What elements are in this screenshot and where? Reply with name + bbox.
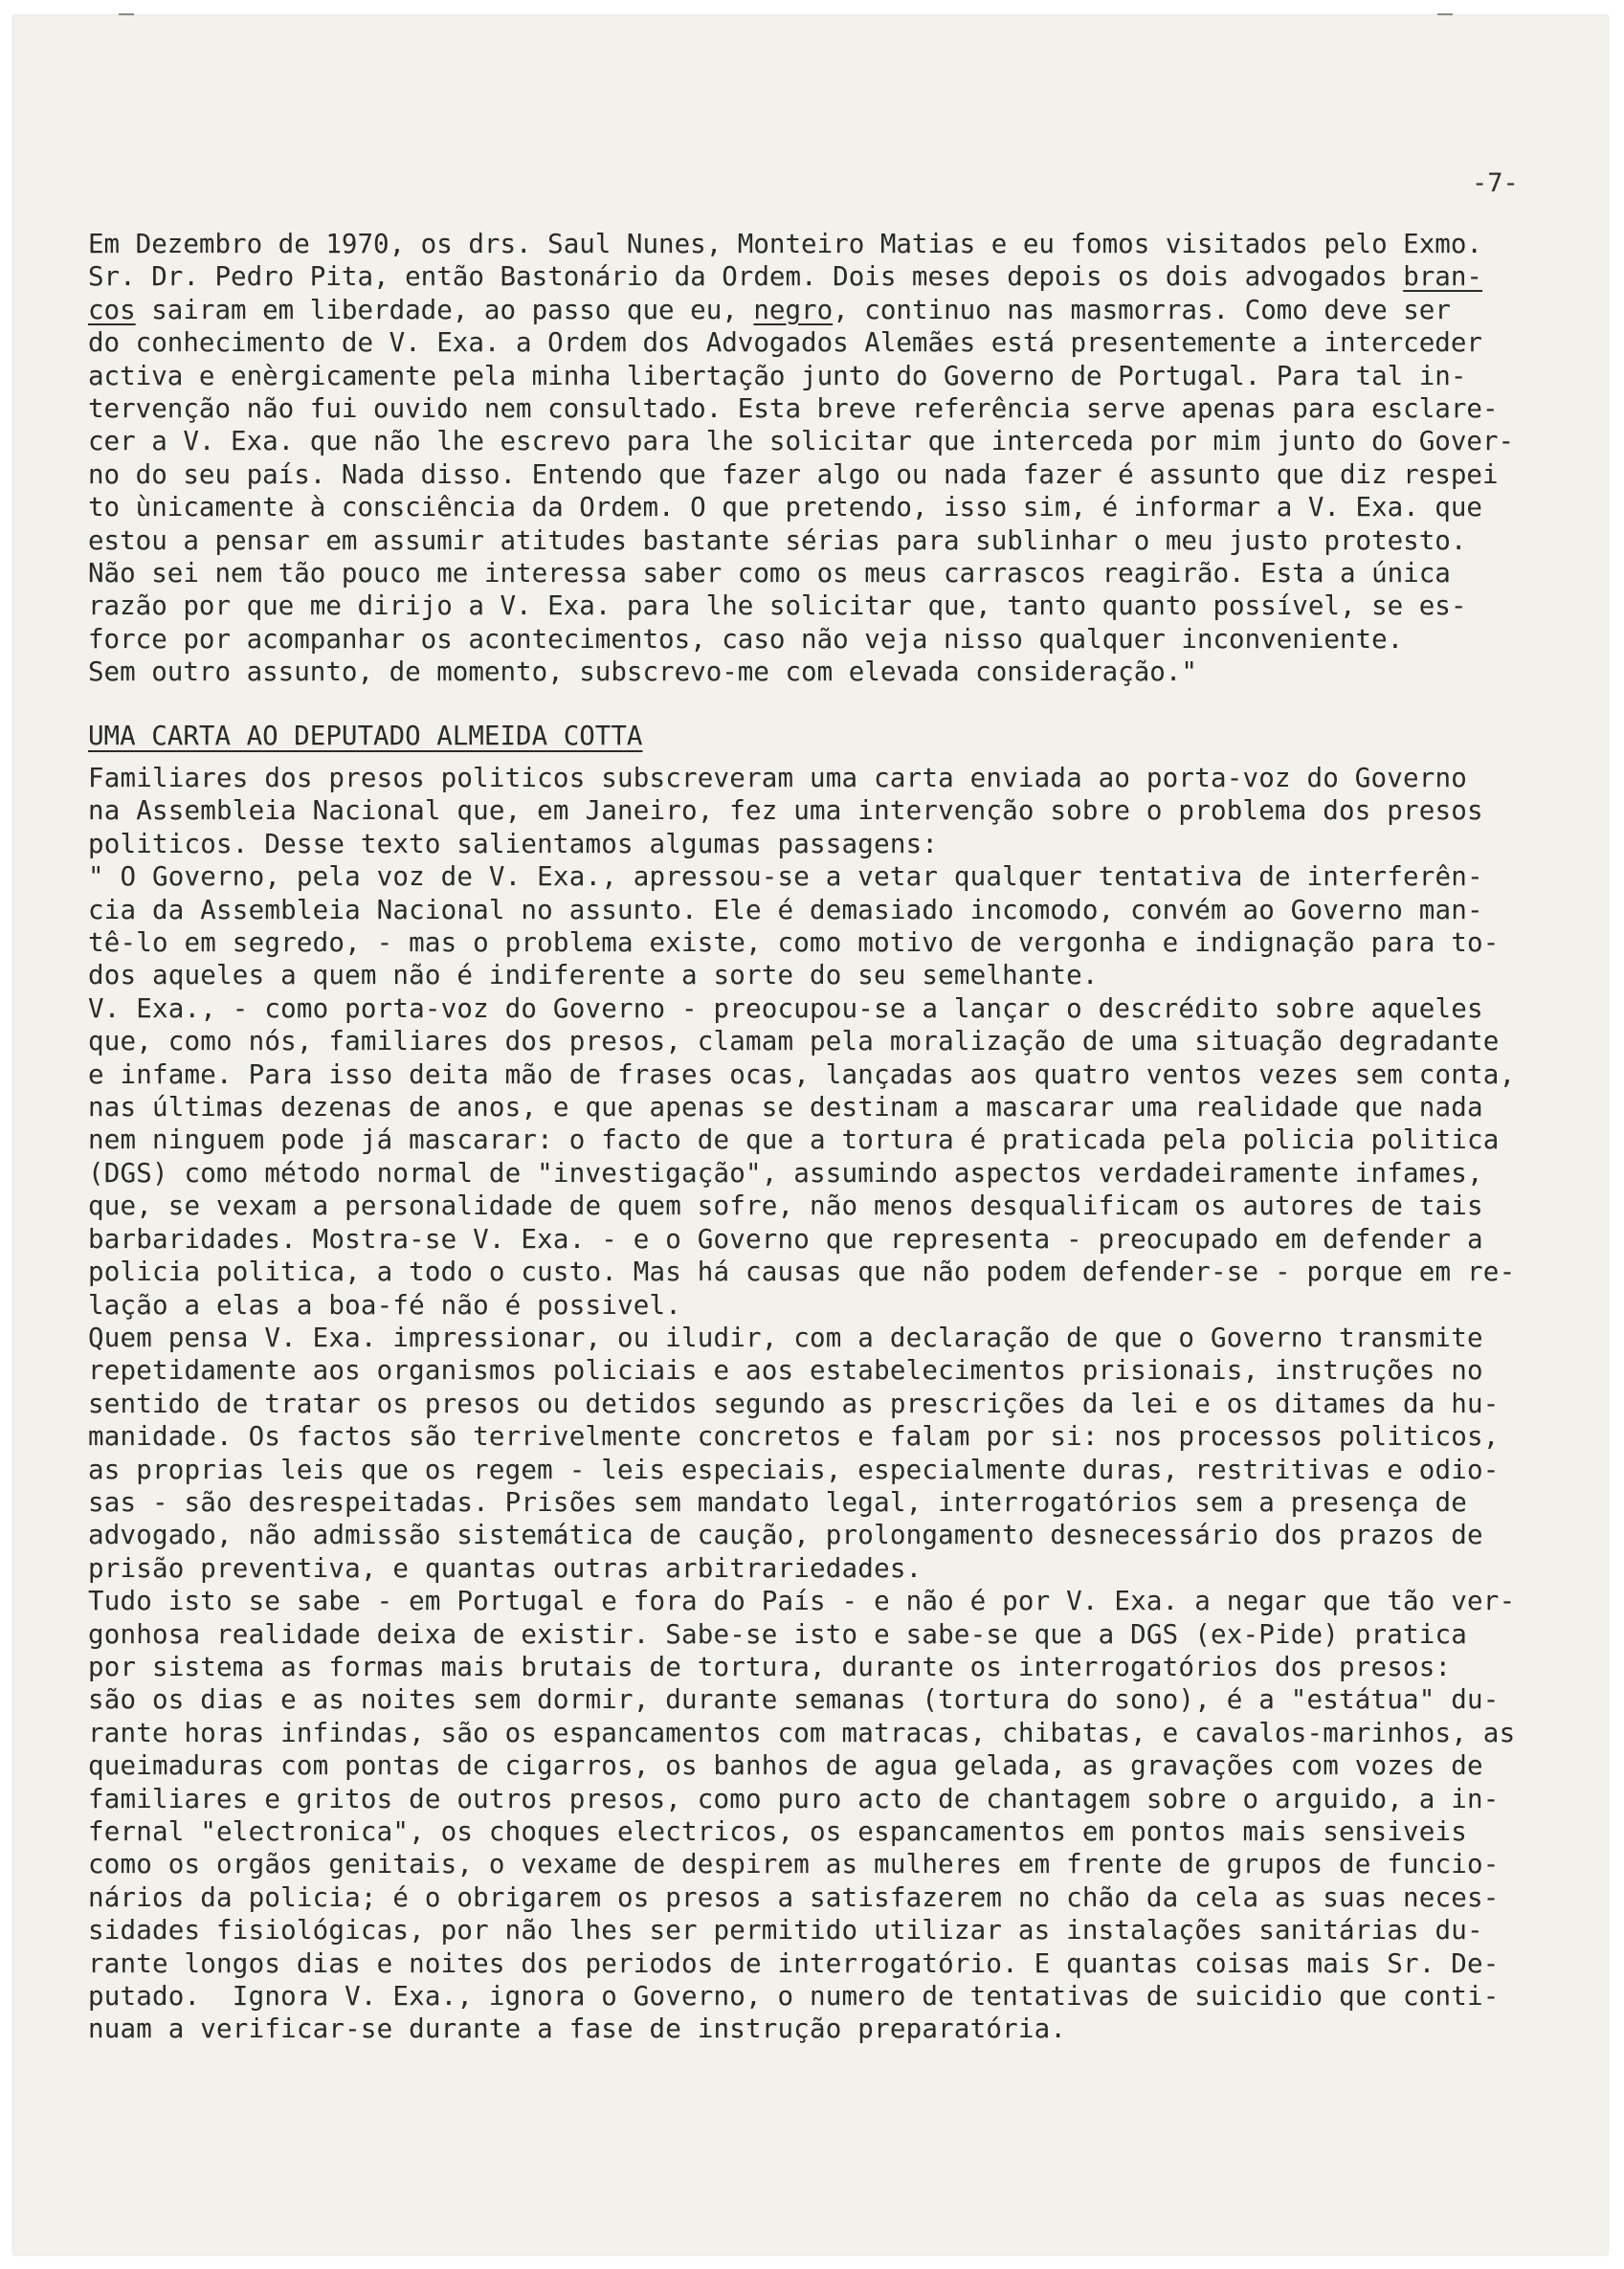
text-span: lação a elas a boa-fé não é possivel. xyxy=(88,1289,681,1321)
text-span: sas - são desrespeitadas. Prisões sem mandato legal, interrogatórios sem a presença de xyxy=(88,1486,1468,1518)
text-span: do conhecimento de V. Exa. a Ordem dos Advogados Alemães está presentemente a interceder xyxy=(88,327,1482,359)
text-span: " O Governo, pela voz de V. Exa., apressou-se a vetar qualquer tentativa de interferên- xyxy=(88,861,1483,893)
text-line xyxy=(88,392,1595,425)
text-line xyxy=(88,992,1595,1025)
text-line xyxy=(88,959,1595,991)
text-span: que, se vexam a personalidade de quem sofre, não menos desqualificam os autores de tais xyxy=(88,1190,1483,1222)
text-span: Sem outro assunto, de momento, subscrevo-me com elevada consideração." xyxy=(88,656,1197,688)
text-line xyxy=(88,491,1595,523)
text-line xyxy=(88,326,1595,359)
text-span: são os dias e as noites sem dormir, durante semanas (tortura do sono), é a "estátua" du- xyxy=(88,1684,1500,1716)
text-span: como os orgãos genitais, o vexame de despirem as mulheres em frente de grupos de funcio- xyxy=(88,1849,1500,1880)
text-span: , continuo nas masmorras. Como deve ser xyxy=(833,294,1451,325)
text-span: nuam a verificar-se durante a fase de instrução preparatória. xyxy=(88,2013,1067,2045)
text-span: nem ninguem pode já mascarar: o facto de que a tortura é praticada pela policia politica xyxy=(88,1124,1500,1156)
text-line xyxy=(88,1848,1595,1880)
text-line xyxy=(88,1091,1595,1123)
text-line xyxy=(88,1223,1595,1256)
text-span: policia politica, a todo o custo. Mas há causas que não podem defender-se - porque em re- xyxy=(88,1257,1516,1288)
text-line xyxy=(88,1947,1595,1980)
text-line xyxy=(88,524,1595,557)
text-line xyxy=(88,425,1595,457)
page-edge-mark xyxy=(119,13,134,15)
text-line xyxy=(88,1585,1595,1617)
text-span: rante longos dias e noites dos periodos de interrogatório. E quantas coisas mais Sr. De- xyxy=(88,1947,1500,1979)
text-span: fernal "electronica", os choques electricos, os espancamentos em pontos mais sensiveis xyxy=(88,1816,1468,1847)
text-span: V. Exa., - como porta-voz do Governo - preocupou-se a lançar o descrédito sobre aqueles xyxy=(88,992,1483,1024)
text-span: (DGS) como método normal de "investigação", assumindo aspectos verdadeiramente infames, xyxy=(88,1157,1483,1189)
text-span: queimaduras com pontas de cigarros, os banhos de agua gelada, as gravações com vozes de xyxy=(88,1750,1483,1782)
text-span: tê-lo em segredo, - mas o problema existe, como motivo de vergonha e indignação para to- xyxy=(88,927,1500,959)
text-line xyxy=(88,1123,1595,1156)
text-line xyxy=(88,860,1595,893)
text-span: activa e enèrgicamente pela minha libertação junto do Governo de Portugal. Para tal in- xyxy=(88,360,1467,391)
text-line xyxy=(88,1717,1595,1749)
text-span: nas últimas dezenas de anos, e que apenas se destinam a mascarar uma realidade que nada xyxy=(88,1092,1483,1123)
text-line xyxy=(88,828,1595,860)
text-span: Familiares dos presos politicos subscreveram uma carta enviada ao porta-voz do Governo xyxy=(88,763,1468,793)
text-span: na Assembleia Nacional que, em Janeiro, fez uma intervenção sobre o problema dos presos xyxy=(88,795,1483,827)
text-span: estou a pensar em assumir atitudes bastante sérias para sublinhar o meu justo protesto. xyxy=(88,524,1467,556)
text-span: dos aqueles a quem não é indiferente a sorte do seu semelhante. xyxy=(88,960,1099,991)
text-line xyxy=(88,1749,1595,1782)
text-span: repetidamente aos organismos policiais e aos estabelecimentos prisionais, instruções no xyxy=(88,1355,1483,1387)
text-span: force por acompanhar os acontecimentos, caso não veja nisso qualquer inconveniente. xyxy=(88,623,1404,655)
text-line xyxy=(88,1025,1595,1057)
letter-excerpt-paragraph xyxy=(88,762,1595,2046)
text-span: Não sei nem tão pouco me interessa saber como os meus carrascos reagirão. Esta a única xyxy=(88,558,1451,589)
text-line xyxy=(88,2013,1595,2045)
text-line xyxy=(88,1486,1595,1519)
text-line xyxy=(88,1618,1595,1651)
text-line xyxy=(88,1256,1595,1288)
text-span: prisão preventiva, e quantas outras arbitrariedades. xyxy=(88,1552,923,1584)
text-line xyxy=(88,260,1595,293)
text-span: cer a V. Exa. que não lhe escrevo para lhe solicitar que interceda por mim junto do Gover- xyxy=(88,426,1515,457)
section-heading: UMA CARTA AO DEPUTADO ALMEIDA COTTA xyxy=(88,721,643,751)
text-line xyxy=(88,762,1595,794)
underlined-word: bran- xyxy=(1403,261,1482,293)
text-span: barbaridades. Mostra-se V. Exa. - e o Governo que representa - preocupado em defender a xyxy=(88,1223,1483,1255)
text-line xyxy=(88,458,1595,491)
text-line xyxy=(88,1815,1595,1848)
text-line xyxy=(88,1783,1595,1815)
text-span: Tudo isto se sabe - em Portugal e fora do País - e não é por V. Exa. a negar que tão ver- xyxy=(88,1586,1516,1617)
text-span: e infame. Para isso deita mão de frases ocas, lançadas aos quatro ventos vezes sem conta, xyxy=(88,1058,1516,1090)
text-line xyxy=(88,360,1595,392)
text-line xyxy=(88,1651,1595,1683)
text-line xyxy=(88,794,1595,827)
text-line xyxy=(88,1980,1595,2013)
text-span: que, como nós, familiares dos presos, clamam pela moralização de uma situação degradante xyxy=(88,1026,1500,1057)
letter-paragraph xyxy=(88,228,1595,689)
text-line xyxy=(88,228,1595,260)
page-edge-mark xyxy=(1437,13,1453,15)
text-span: sidades fisiológicas, por não lhes ser permitido utilizar as instalações sanitárias du- xyxy=(88,1915,1483,1946)
text-line xyxy=(88,656,1595,688)
page-number: -7- xyxy=(1472,168,1519,198)
text-line xyxy=(88,1190,1595,1222)
text-span: nários da policia; é o obrigarem os presos a satisfazerem no chão da cela as suas neces- xyxy=(88,1881,1500,1913)
text-span: advogado, não admissão sistemática de caução, prolongamento desnecessário dos prazos de xyxy=(88,1520,1483,1551)
text-span: Em Dezembro de 1970, os drs. Saul Nunes, Monteiro Matias e eu fomos visitados pelo Exmo. xyxy=(88,229,1482,259)
text-span: Sr. Dr. Pedro Pita, então Bastonário da Ordem. Dois meses depois os dois advogados xyxy=(88,261,1404,293)
text-span: to ùnicamente à consciência da Ordem. O que pretendo, isso sim, é informar a V. Exa. que xyxy=(88,492,1482,523)
text-span: gonhosa realidade deixa de existir. Sabe-se isto e sabe-se que a DGS (ex-Pide) pratica xyxy=(88,1618,1468,1650)
text-line xyxy=(88,894,1595,926)
text-line xyxy=(88,1354,1595,1387)
text-line xyxy=(88,589,1595,622)
text-line xyxy=(88,294,1595,326)
text-line xyxy=(88,557,1595,589)
text-line xyxy=(88,1388,1595,1420)
text-span: rante horas infindas, são os espancamentos com matracas, chibatas, e cavalos-marinhos, as xyxy=(88,1717,1516,1748)
text-line xyxy=(88,1454,1595,1486)
text-span: Quem pensa V. Exa. impressionar, ou iludir, com a declaração de que o Governo transmite xyxy=(88,1322,1483,1353)
text-line xyxy=(88,623,1595,656)
text-line xyxy=(88,1683,1595,1716)
text-span: sentido de tratar os presos ou detidos segundo as prescrições da lei e os ditames da hu- xyxy=(88,1388,1500,1419)
text-span: manidade. Os factos são terrivelmente concretos e falam por si: nos processos politicos, xyxy=(88,1421,1500,1453)
text-span: politicos. Desse texto salientamos algumas passagens: xyxy=(88,828,939,859)
text-span: as proprias leis que os regem - leis especiais, especialmente duras, restritivas e odio- xyxy=(88,1454,1500,1485)
text-line xyxy=(88,1420,1595,1453)
text-span: putado. Ignora V. Exa., ignora o Governo, o numero de tentativas de suicidio que conti- xyxy=(88,1981,1500,2013)
underlined-word: negro xyxy=(753,294,834,325)
text-line xyxy=(88,1552,1595,1585)
text-line xyxy=(88,1519,1595,1551)
text-span: cia da Assembleia Nacional no assunto. Ele é demasiado incomodo, convém ao Governo man- xyxy=(88,894,1483,925)
text-line xyxy=(88,1289,1595,1322)
text-line xyxy=(88,1157,1595,1190)
text-span: familiares e gritos de outros presos, como puro acto de chantagem sobre o arguido, a in- xyxy=(88,1783,1500,1814)
text-line xyxy=(88,1058,1595,1091)
text-line xyxy=(88,1914,1595,1946)
text-span: por sistema as formas mais brutais de tortura, durante os interrogatórios dos presos: xyxy=(88,1651,1452,1682)
text-line xyxy=(88,1322,1595,1354)
underlined-word: cos xyxy=(88,294,136,325)
text-span: no do seu país. Nada disso. Entendo que fazer algo ou nada fazer é assunto que diz respei xyxy=(88,458,1499,490)
text-span: razão por que me dirijo a V. Exa. para lhe solicitar que, tanto quanto possível, se es- xyxy=(88,590,1467,622)
text-span: sairam em liberdade, ao passo que eu, xyxy=(135,294,754,325)
text-line xyxy=(88,926,1595,959)
text-line xyxy=(88,1881,1595,1914)
text-span: tervenção não fui ouvido nem consultado. Esta breve referência serve apenas para esclare- xyxy=(88,393,1499,425)
